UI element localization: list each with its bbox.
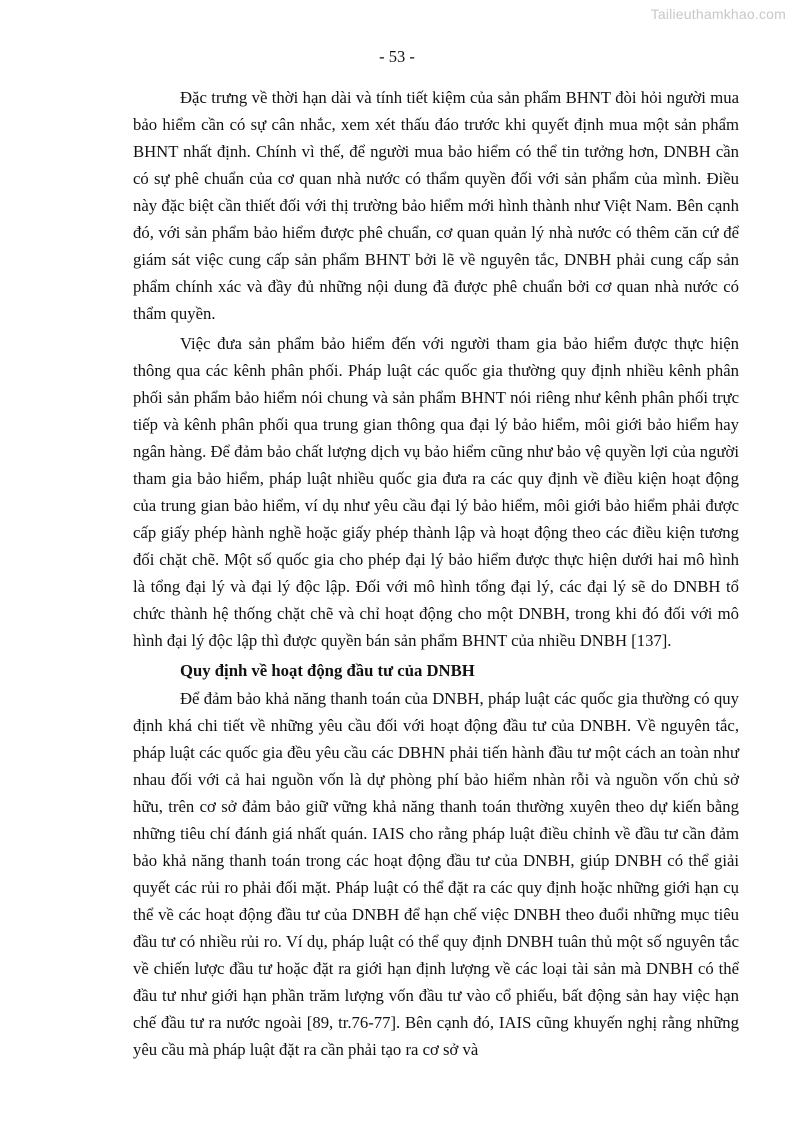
watermark: Tailieuthamkhao.com xyxy=(650,6,786,22)
document-body xyxy=(133,84,739,1066)
section-heading: Quy định về hoạt động đầu tư của DNBH xyxy=(180,661,475,680)
page-number: - 53 - xyxy=(379,47,415,66)
paragraph-investment-rules: Để đảm bảo khả năng thanh toán của DNBH, pháp luật các quốc gia thường có quy định khá chi tiết về những yêu cầu đối với hoạt động đầu tư của DNBH. Về nguyên tắc, pháp luật các quốc gia đều yêu cầu các DBHN phải tiến hành đầu tư một cách an toàn như nhau đối với cả hai nguồn vốn là dự phòng phí bảo hiểm nhàn rỗi và nguồn vốn chủ sở hữu, trên cơ sở đảm bảo giữ vững khả năng thanh toán thường xuyên theo dự kiến bằng những tiêu chí đánh giá nhất quán. IAIS cho rằng pháp luật điều chỉnh về đầu tư cần đảm bảo khả năng thanh toán trong các hoạt động đầu tư của DNBH, giúp DNBH có thể giải quyết các rủi ro phải đối mặt. Pháp luật có thể đặt ra các quy định hoặc những giới hạn cụ thể về các hoạt động đầu tư của DNBH để hạn chế việc DNBH theo đuổi những mục tiêu đầu tư có nhiều rủi ro. Ví dụ, pháp luật có thể quy định DNBH tuân thủ một số nguyên tắc về chiến lược đầu tư hoặc đặt ra giới hạn định lượng về các loại tài sản mà DNBH có thể đầu tư như giới hạn phần trăm lượng vốn đầu tư vào cổ phiếu, bất động sản hay việc hạn chế đầu tư ra nước ngoài [89, tr.76-77]. Bên cạnh đó, IAIS cũng khuyến nghị rằng những yêu cầu mà pháp luật đặt ra cần phải tạo ra cơ sở và xyxy=(133,689,739,1059)
paragraph-product-approval: Đặc trưng về thời hạn dài và tính tiết kiệm của sản phẩm BHNT đòi hỏi người mua bảo hiểm cần có sự cân nhắc, xem xét thấu đáo trước khi quyết định mua một sản phẩm BHNT nhất định. Chính vì thế, để người mua bảo hiểm có thể tin tưởng hơn, DNBH cần có sự phê chuẩn của cơ quan nhà nước có thẩm quyền đối với sản phẩm của mình. Điều này đặc biệt cần thiết đối với thị trường bảo hiểm mới hình thành như Việt Nam. Bên cạnh đó, với sản phẩm bảo hiểm được phê chuẩn, cơ quan quản lý nhà nước có thêm căn cứ để giám sát việc cung cấp sản phẩm BHNT bởi lẽ về nguyên tắc, DNBH phải cung cấp sản phẩm chính xác và đầy đủ những nội dung đã được phê chuẩn bởi cơ quan nhà nước có thẩm quyền. xyxy=(133,88,739,323)
paragraph-distribution-channels: Việc đưa sản phẩm bảo hiểm đến với người tham gia bảo hiểm được thực hiện thông qua các kênh phân phối. Pháp luật các quốc gia thường quy định nhiều kênh phân phối sản phẩm bảo hiểm nói chung và sản phẩm BHNT nói riêng như kênh phân phối trực tiếp và kênh phân phối qua trung gian thông qua đại lý bảo hiểm, môi giới bảo hiểm hay ngân hàng. Để đảm bảo chất lượng dịch vụ bảo hiểm cũng như bảo vệ quyền lợi của người tham gia bảo hiểm, pháp luật nhiều quốc gia đưa ra các quy định về điều kiện hoạt động của trung gian bảo hiểm, ví dụ như yêu cầu đại lý bảo hiểm, môi giới bảo hiểm phải được cấp giấy phép hành nghề hoặc giấy phép thành lập và hoạt động theo các điều kiện tương đối chặt chẽ. Một số quốc gia cho phép đại lý bảo hiểm được thực hiện dưới hai mô hình là tổng đại lý và đại lý độc lập. Đối với mô hình tổng đại lý, các đại lý sẽ do DNBH tổ chức thành hệ thống chặt chẽ và chỉ hoạt động cho một DNBH, trong khi đó đối với mô hình đại lý độc lập thì được quyền bán sản phẩm BHNT của nhiều DNBH [137]. xyxy=(133,334,739,650)
